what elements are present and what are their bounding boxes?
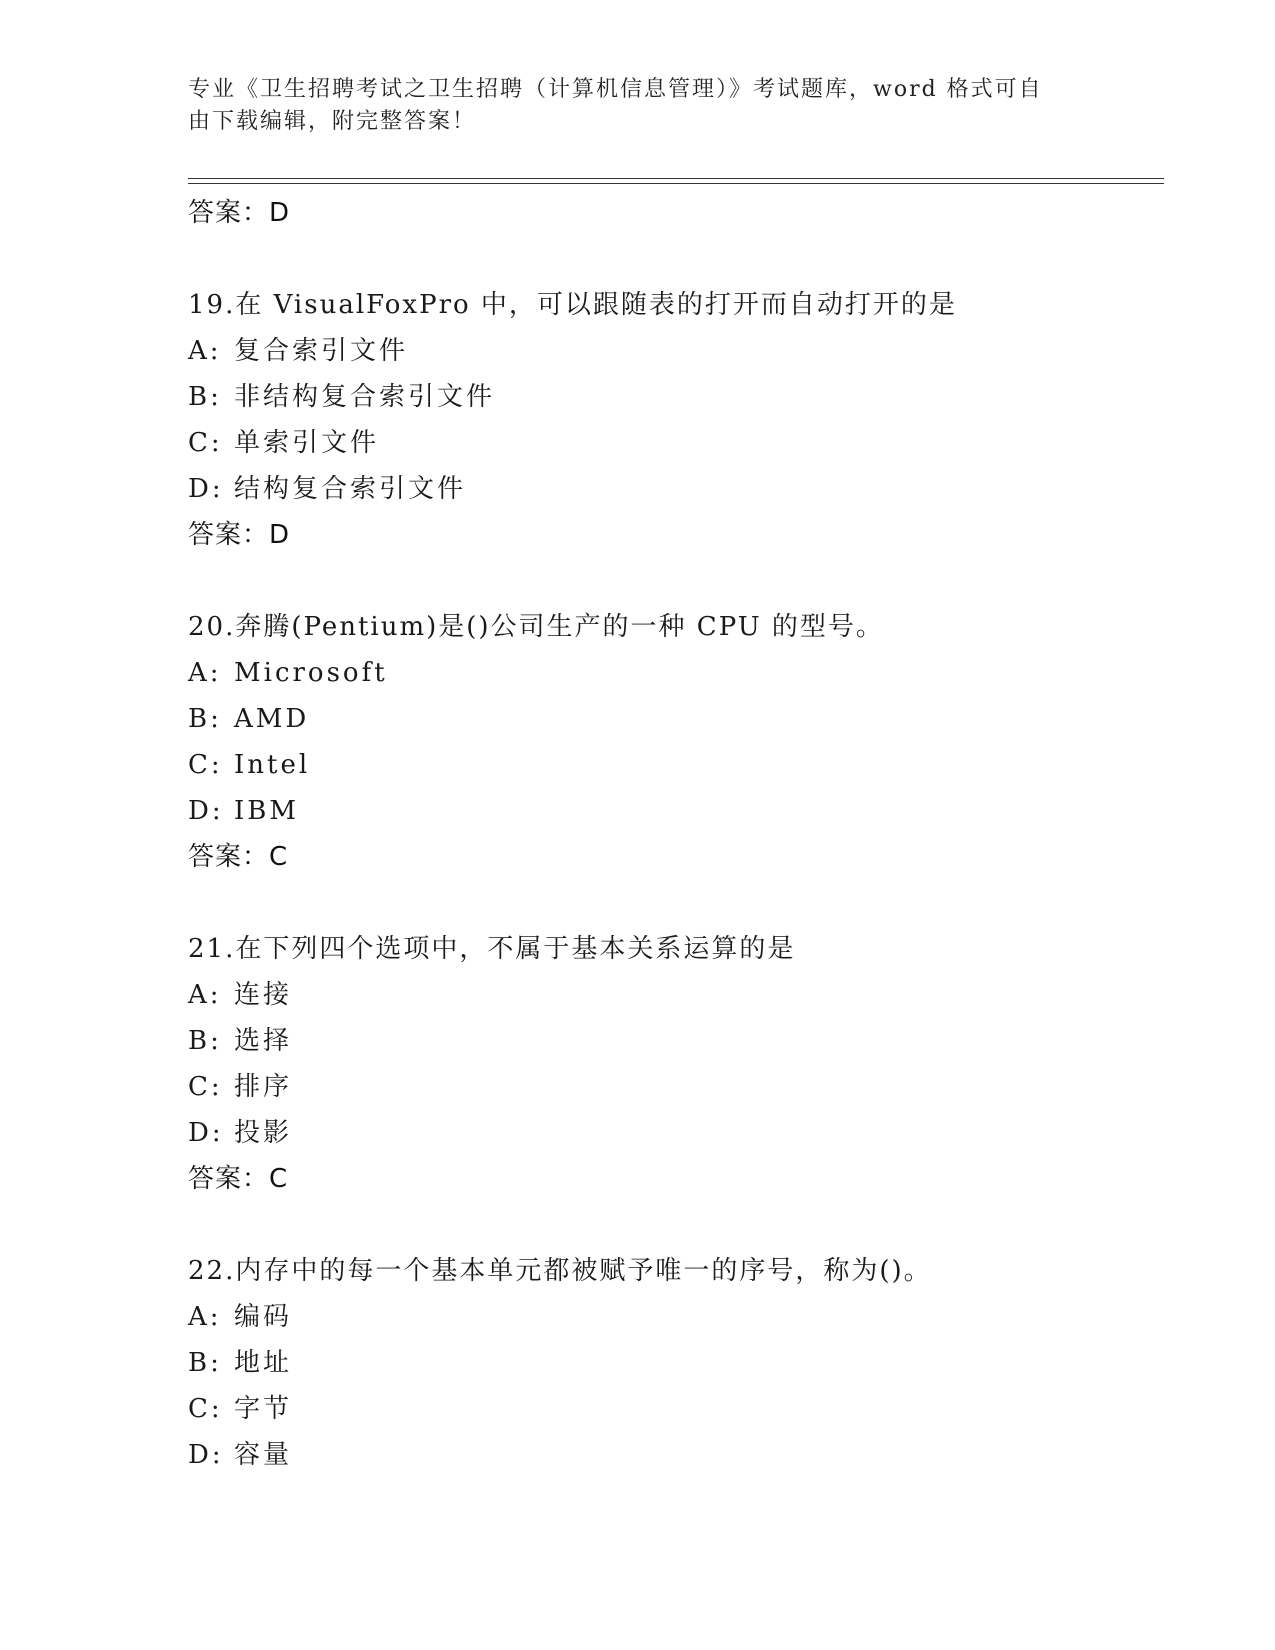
option-letter: D: xyxy=(188,1118,224,1148)
option-a xyxy=(188,328,1148,374)
option-a xyxy=(188,650,1148,696)
header-line-2: 由下载编辑，附完整答案！ xyxy=(188,109,477,134)
option-d xyxy=(188,1110,1148,1156)
option-b xyxy=(188,1018,1148,1064)
option-a xyxy=(188,1294,1148,1340)
option-letter: B: xyxy=(188,382,222,412)
option-b xyxy=(188,696,1148,742)
option-letter: B: xyxy=(188,1348,222,1378)
header-rule-top xyxy=(188,178,1164,179)
question-list xyxy=(188,190,1148,1478)
option-d xyxy=(188,1432,1148,1478)
option-text: Microsoft xyxy=(234,658,388,688)
option-letter: C: xyxy=(188,750,223,780)
option-letter: D: xyxy=(188,1440,224,1470)
option-letter: C: xyxy=(188,428,223,458)
answer-label: 答案：C xyxy=(188,842,289,872)
question-21 xyxy=(188,926,1148,1202)
option-a xyxy=(188,972,1148,1018)
question-text: 21.在下列四个选项中，不属于基本关系运算的是 xyxy=(188,934,796,964)
option-letter: B: xyxy=(188,1026,222,1056)
answer-label: 答案：D xyxy=(188,520,291,550)
answer-label: 答案：C xyxy=(188,1164,289,1194)
question-text: 22.内存中的每一个基本单元都被赋予唯一的序号，称为()。 xyxy=(188,1256,932,1286)
option-d xyxy=(188,788,1148,834)
option-text: 复合索引文件 xyxy=(234,336,409,366)
option-b xyxy=(188,374,1148,420)
option-text: 容量 xyxy=(234,1440,293,1470)
option-text: 字节 xyxy=(234,1394,293,1424)
question-text: 19.在 VisualFoxPro 中，可以跟随表的打开而自动打开的是 xyxy=(188,290,957,320)
option-b xyxy=(188,1340,1148,1386)
option-text: 选择 xyxy=(234,1026,293,1056)
option-c xyxy=(188,742,1148,788)
header-line-1: 专业《卫生招聘考试之卫生招聘（计算机信息管理）》考试题库，word 格式可自 xyxy=(188,77,1043,102)
option-text: 排序 xyxy=(234,1072,293,1102)
option-text: 单索引文件 xyxy=(234,428,380,458)
option-letter: D: xyxy=(188,796,224,826)
answer-label: 答案：D xyxy=(188,198,291,228)
option-letter: A: xyxy=(188,658,222,688)
option-text: 地址 xyxy=(234,1348,293,1378)
option-text: Intel xyxy=(234,750,311,780)
question-text: 20.奔腾(Pentium)是()公司生产的一种 CPU 的型号。 xyxy=(188,612,884,642)
option-letter: A: xyxy=(188,336,222,366)
option-letter: D: xyxy=(188,474,224,504)
option-text: 连接 xyxy=(234,980,293,1010)
header-rule-bottom xyxy=(188,183,1164,184)
option-d xyxy=(188,466,1148,512)
option-letter: C: xyxy=(188,1394,223,1424)
page-header xyxy=(188,74,1068,138)
option-text: 投影 xyxy=(234,1118,293,1148)
option-text: 编码 xyxy=(234,1302,293,1332)
option-letter: B: xyxy=(188,704,222,734)
option-c xyxy=(188,420,1148,466)
option-c xyxy=(188,1386,1148,1432)
option-text: IBM xyxy=(234,796,299,826)
option-text: AMD xyxy=(234,704,310,734)
option-text: 非结构复合索引文件 xyxy=(234,382,496,412)
question-22 xyxy=(188,1248,1148,1478)
option-c xyxy=(188,1064,1148,1110)
option-letter: A: xyxy=(188,980,222,1010)
option-letter: C: xyxy=(188,1072,223,1102)
question-20 xyxy=(188,604,1148,880)
option-letter: A: xyxy=(188,1302,222,1332)
option-text: 结构复合索引文件 xyxy=(234,474,467,504)
question-19 xyxy=(188,282,1148,558)
